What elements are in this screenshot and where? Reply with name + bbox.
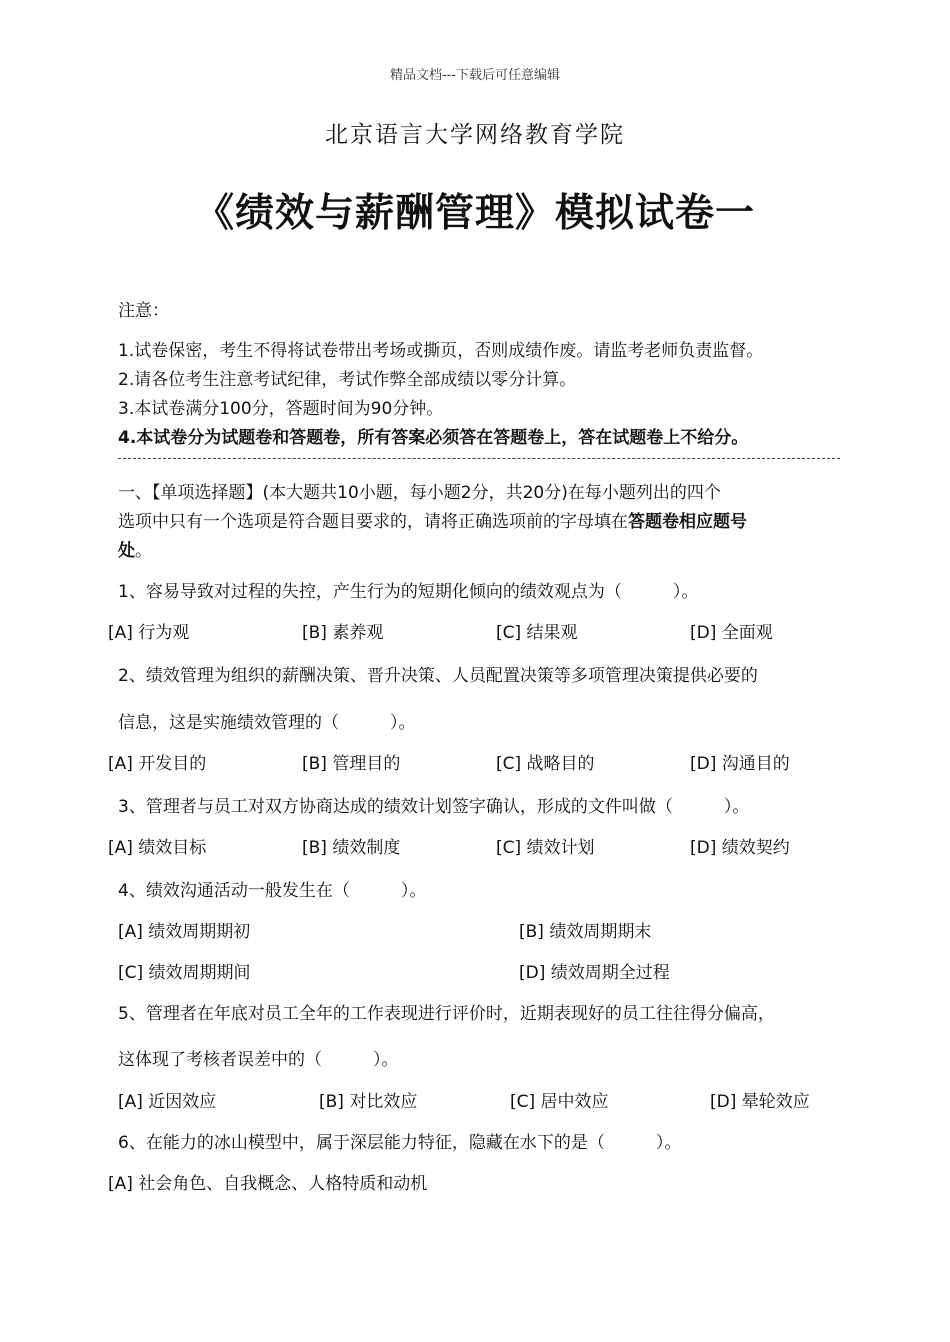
section1-line2 [118, 507, 747, 532]
q5-option-c: [C] 居中效应 [510, 1092, 609, 1112]
q4-option-a: [A] 绩效周期期初 [118, 922, 251, 942]
q2-option-a: [A] 开发目的 [108, 754, 207, 774]
notice-item: 1.试卷保密，考生不得将试卷带出考场或撕页，否则成绩作废。请监考老师负责监督。 [118, 341, 764, 361]
notice-item-bold: 4.本试卷分为试题卷和答题卷，所有答案必须答在答题卷上，答在试题卷上不给分。 [118, 428, 749, 448]
q5-option-a: [A] 近因效应 [118, 1092, 217, 1112]
q5-option-d: [D] 晕轮效应 [710, 1092, 810, 1112]
exam-title: 《绩效与薪酬管理》模拟试卷一 [194, 191, 755, 236]
notice-item: 2.请各位考生注意考试纪律，考试作弊全部成绩以零分计算。 [118, 370, 577, 390]
section1-period: 。 [135, 541, 152, 561]
question-2-line1: 2、绩效管理为组织的薪酬决策、晋升决策、人员配置决策等多项管理决策提供必要的 [118, 666, 758, 686]
question-6: 6、在能力的冰山模型中，属于深层能力特征，隐藏在水下的是（ ）。 [118, 1133, 682, 1153]
question-3: 3、管理者与员工对双方协商达成的绩效计划签字确认，形成的文件叫做（ ）。 [118, 797, 750, 817]
q4-option-c: [C] 绩效周期期间 [118, 963, 251, 983]
q3-option-c: [C] 绩效计划 [496, 838, 595, 858]
q1-option-a: [A] 行为观 [108, 623, 190, 643]
question-4: 4、绩效沟通活动一般发生在（ ）。 [118, 881, 427, 901]
section1-instruction: 选项中只有一个选项是符合题目要求的，请将正确选项前的字母填在 [118, 512, 628, 532]
section1-instruction-bold-end: 处 [118, 541, 135, 561]
section1-line1: 一、【单项选择题】(本大题共10小题，每小题2分，共20分)在每小题列出的四个 [118, 483, 721, 503]
q4-option-b: [B] 绩效周期期末 [519, 922, 652, 942]
question-2-line2: 信息，这是实施绩效管理的（ ）。 [118, 713, 416, 733]
q5-option-b: [B] 对比效应 [319, 1092, 418, 1112]
q2-option-d: [D] 沟通目的 [690, 754, 790, 774]
q2-option-c: [C] 战略目的 [496, 754, 595, 774]
dashed-divider [118, 458, 840, 459]
notice-label: 注意： [118, 301, 169, 321]
q3-option-d: [D] 绩效契约 [690, 838, 790, 858]
q3-option-a: [A] 绩效目标 [108, 838, 207, 858]
page-header-note: 精品文档---下载后可任意编辑 [389, 68, 561, 83]
question-5-line1: 5、管理者在年底对员工全年的工作表现进行评价时，近期表现好的员工往往得分偏高， [118, 1004, 775, 1024]
school-name: 北京语言大学网络教育学院 [325, 122, 625, 148]
q1-option-b: [B] 素养观 [302, 623, 384, 643]
q4-option-d: [D] 绩效周期全过程 [519, 963, 670, 983]
question-1: 1、容易导致对过程的失控，产生行为的短期化倾向的绩效观点为（ ）。 [118, 582, 699, 602]
section1-instruction-bold: 答题卷相应题号 [628, 512, 747, 532]
notice-item: 3.本试卷满分100分，答题时间为90分钟。 [118, 399, 444, 419]
q2-option-b: [B] 管理目的 [302, 754, 401, 774]
question-5-line2: 这体现了考核者误差中的（ ）。 [118, 1050, 399, 1070]
q1-option-c: [C] 结果观 [496, 623, 578, 643]
q1-option-d: [D] 全面观 [690, 623, 773, 643]
q6-option-a: [A] 社会角色、自我概念、人格特质和动机 [108, 1174, 428, 1194]
q3-option-b: [B] 绩效制度 [302, 838, 401, 858]
section1-line3 [118, 536, 152, 561]
